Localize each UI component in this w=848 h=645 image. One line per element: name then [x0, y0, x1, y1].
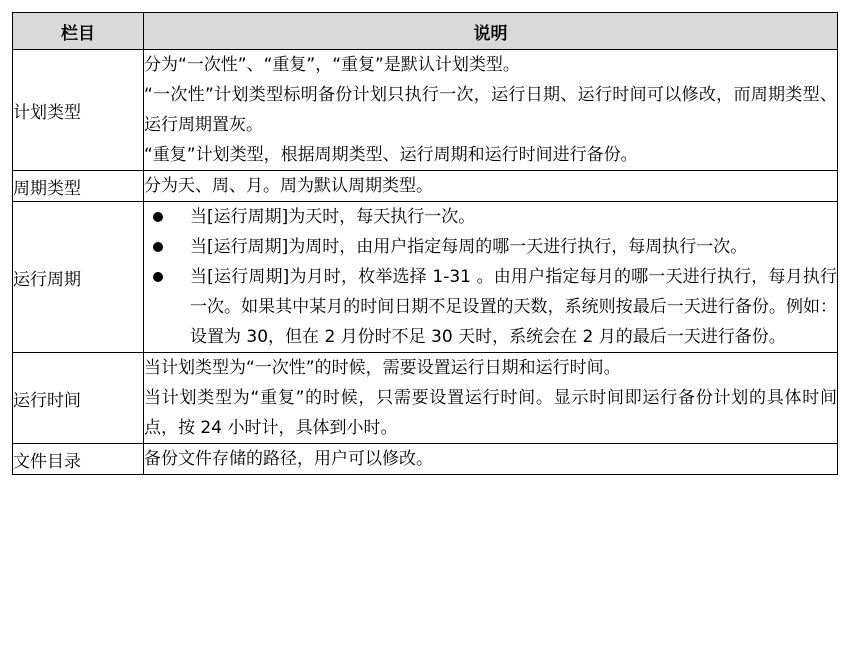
list-item-text: 当[运行周期]为天时，每天执行一次。 — [190, 207, 476, 227]
desc-line: 分为天、周、月。周为默认周期类型。 — [144, 176, 433, 196]
spec-table-container — [12, 12, 837, 475]
table-row-plan-type — [13, 50, 838, 171]
row-desc-cycle-type — [144, 171, 838, 202]
desc-line: 当计划类型为“重复”的时候，只需要设置运行时间。显示时间即运行备份计划的具体时间点，按 24 小时计，具体到小时。 — [144, 388, 837, 438]
row-desc-file-dir — [144, 444, 838, 475]
row-label-run-time: 运行时间 — [13, 353, 144, 444]
header-row — [13, 13, 838, 50]
table-row-run-time — [13, 353, 838, 444]
bullet-icon — [153, 212, 163, 222]
table-row-file-dir — [13, 444, 838, 475]
desc-line: 分为“一次性”、“重复”，“重复”是默认计划类型。 — [144, 55, 520, 75]
bullet-icon — [153, 272, 163, 282]
bullet-icon — [153, 242, 163, 252]
list-item — [144, 262, 837, 352]
row-desc-run-cycle — [144, 202, 838, 353]
bullet-list — [144, 202, 837, 352]
row-desc-run-time — [144, 353, 838, 444]
header-column-label: 栏目 — [13, 13, 144, 50]
desc-line: 当计划类型为“一次性”的时候，需要设置运行日期和运行时间。 — [144, 358, 621, 378]
spec-table — [12, 12, 838, 475]
table-row-run-cycle — [13, 202, 838, 353]
row-label-cycle-type: 周期类型 — [13, 171, 144, 202]
list-item — [144, 232, 837, 262]
desc-line: “一次性”计划类型标明备份计划只执行一次，运行日期、运行时间可以修改，而周期类型、运行周期置灰。 — [144, 85, 837, 135]
list-item-text: 当[运行周期]为周时，由用户指定每周的哪一天进行执行，每周执行一次。 — [190, 237, 748, 257]
desc-line: 备份文件存储的路径，用户可以修改。 — [144, 449, 433, 469]
table-row-cycle-type — [13, 171, 838, 202]
row-label-run-cycle: 运行周期 — [13, 202, 144, 353]
row-label-file-dir: 文件目录 — [13, 444, 144, 475]
list-item — [144, 202, 837, 232]
header-column-description: 说明 — [144, 13, 838, 50]
desc-line: “重复”计划类型，根据周期类型、运行周期和运行时间进行备份。 — [144, 145, 638, 165]
list-item-text: 当[运行周期]为月时，枚举选择 1-31 。由用户指定每月的哪一天进行执行，每月执行一次。如果其中某月的时间日期不足设置的天数，系统则按最后一天进行备份。例如：设置为 30，但在 2 月份时不足 30 天时，系统会在 2 月的最后一天进行备份。 — [190, 267, 837, 347]
row-label-plan-type: 计划类型 — [13, 50, 144, 171]
row-desc-plan-type — [144, 50, 838, 171]
